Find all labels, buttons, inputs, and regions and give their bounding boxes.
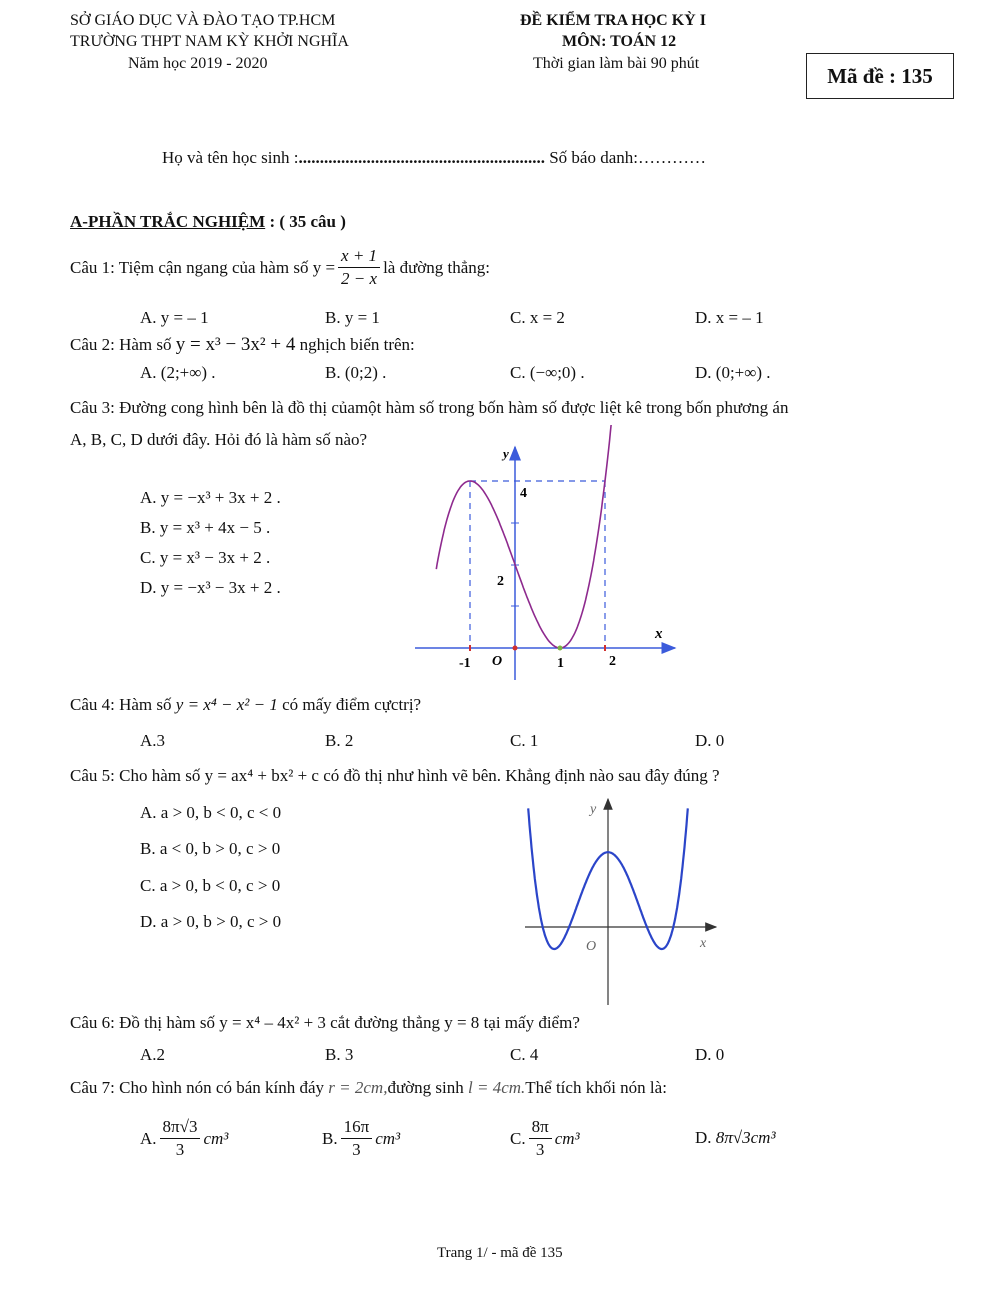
question-6 xyxy=(70,1013,580,1033)
q2-prefix: Câu 2: Hàm số xyxy=(70,335,172,354)
q5-prefix: Câu 5: Cho hàm số xyxy=(70,766,201,785)
q3-y-label: y xyxy=(503,446,509,461)
section-heading xyxy=(70,212,346,232)
q3-origin-label: O xyxy=(492,654,503,669)
q7-b-unit: cm³ xyxy=(375,1128,401,1148)
q3-tick-label-y2: 2 xyxy=(497,574,504,589)
q3-origin-dot xyxy=(513,646,518,651)
q6-prefix: Câu 6: Đồ thị hàm số xyxy=(70,1013,215,1032)
department-name: SỞ GIÁO DỤC VÀ ĐÀO TẠO TP.HCM xyxy=(70,12,336,29)
q1-prefix: Câu 1: Tiệm cận ngang của hàm số y = xyxy=(70,257,336,277)
duration: Thời gian làm bài 90 phút xyxy=(533,55,700,72)
q5-y-label: y xyxy=(590,802,597,817)
q2-option-b[interactable]: B. (0;2) . xyxy=(325,363,387,382)
question-7 xyxy=(70,1078,667,1098)
q2-function: y = x³ − 3x² + 4 xyxy=(175,334,296,355)
q6-suffix: tại mấy điểm? xyxy=(483,1013,580,1032)
q3-root-dot xyxy=(558,646,563,651)
exam-title: ĐỀ KIỂM TRA HỌC KỲ I xyxy=(520,12,706,29)
q6-option-a[interactable]: A.2 xyxy=(140,1045,166,1064)
question-4 xyxy=(70,695,421,715)
q6-mid: cắt đường thẳng xyxy=(330,1013,440,1032)
student-line xyxy=(162,148,706,168)
q5-option-c[interactable]: C. a > 0, b < 0, c > 0 xyxy=(140,876,281,895)
q7-b-num: 16π xyxy=(341,1116,373,1139)
q4-option-b[interactable]: B. 2 xyxy=(325,731,354,750)
name-dots: .......................................................... xyxy=(298,148,545,167)
q7-a-letter: A. xyxy=(140,1128,157,1148)
q5-option-d[interactable]: D. a > 0, b > 0, c > 0 xyxy=(140,912,282,931)
q3-tick-label-neg1: -1 xyxy=(459,656,471,671)
q4-prefix: Câu 4: Hàm số xyxy=(70,695,172,714)
section-count: : ( 35 câu ) xyxy=(265,212,346,231)
q4-option-c[interactable]: C. 1 xyxy=(510,731,539,750)
q7-a-unit: cm³ xyxy=(203,1128,229,1148)
q3-graph xyxy=(415,425,685,685)
q3-x-label: x xyxy=(655,626,663,642)
q7-prefix: Câu 7: Cho hình nón có bán kính đáy xyxy=(70,1078,325,1097)
q7-slant: l = 4cm. xyxy=(468,1078,526,1097)
q7-c-den: 3 xyxy=(535,1140,545,1159)
q5-function: y = ax⁴ + bx² + c xyxy=(204,766,319,785)
q7-c-unit: cm³ xyxy=(554,1128,580,1148)
q4-function: y = x⁴ − x² − 1 xyxy=(175,695,278,714)
q7-option-b[interactable] xyxy=(322,1116,400,1161)
q7-b-den: 3 xyxy=(352,1140,361,1159)
q7-a-fraction xyxy=(160,1116,201,1161)
school-name: TRƯỜNG THPT NAM KỲ KHỞI NGHĨA xyxy=(70,33,349,50)
question-1 xyxy=(70,245,490,290)
q3-line-1: Câu 3: Đường cong hình bên là đồ thị củamột hàm số trong bốn hàm số được liệt kê trong bốn phương án xyxy=(70,398,789,417)
q3-tick-label-1: 1 xyxy=(557,656,564,671)
q3-curve xyxy=(436,425,611,648)
q2-option-d[interactable]: D. (0;+∞) . xyxy=(695,363,771,382)
q3-option-c[interactable]: C. y = x³ − 3x + 2 . xyxy=(140,548,271,567)
q6-option-b[interactable]: B. 3 xyxy=(325,1045,354,1064)
q6-option-c[interactable]: C. 4 xyxy=(510,1045,539,1064)
name-label: Họ và tên học sinh : xyxy=(162,148,299,167)
q7-c-num: 8π xyxy=(529,1116,552,1139)
q5-suffix: có đồ thị như hình vẽ bên. Khẳng định nào sau đây đúng ? xyxy=(323,766,720,785)
section-title: A-PHẦN TRẮC NGHIỆM xyxy=(70,212,266,231)
exam-code-box: Mã đề : 135 xyxy=(806,53,954,99)
q3-tick-label-y4: 4 xyxy=(520,486,527,501)
q7-a-num: 8π√3 xyxy=(160,1116,201,1139)
student-id-label: Số báo danh:………… xyxy=(549,148,706,167)
q7-radius: r = 2cm, xyxy=(328,1078,388,1097)
q5-origin-label: O xyxy=(586,939,597,954)
q3-option-b[interactable]: B. y = x³ + 4x − 5 . xyxy=(140,518,271,537)
q3-tick-label-2: 2 xyxy=(609,654,616,669)
q7-b-letter: B. xyxy=(322,1128,338,1148)
q1-option-a[interactable]: A. y = – 1 xyxy=(140,308,209,327)
q5-graph xyxy=(520,795,720,1007)
q7-c-letter: C. xyxy=(510,1128,526,1148)
q6-line: y = 8 xyxy=(444,1013,480,1032)
question-2 xyxy=(70,334,415,356)
q3-option-a[interactable]: A. y = −x³ + 3x + 2 . xyxy=(140,488,281,507)
q3-line-2: A, B, C, D dưới đây. Hỏi đó là hàm số nào? xyxy=(70,430,368,449)
q2-suffix: nghịch biến trên: xyxy=(299,335,415,354)
q4-option-d[interactable]: D. 0 xyxy=(695,731,725,750)
q3-option-d[interactable]: D. y = −x³ − 3x + 2 . xyxy=(140,578,281,597)
q7-option-a[interactable] xyxy=(140,1116,228,1161)
q1-numerator: x + 1 xyxy=(338,245,380,268)
q1-fraction xyxy=(338,245,380,290)
q4-option-a[interactable]: A.3 xyxy=(140,731,166,750)
q5-x-label: x xyxy=(700,936,707,951)
q7-suffix: Thể tích khối nón là: xyxy=(525,1078,667,1097)
q6-function: y = x⁴ – 4x² + 3 xyxy=(219,1013,326,1032)
q7-c-fraction xyxy=(529,1116,552,1161)
page-footer: Trang 1/ - mã đề 135 xyxy=(437,1245,563,1261)
q2-option-c[interactable]: C. (−∞;0) . xyxy=(510,363,585,382)
subject: MÔN: TOÁN 12 xyxy=(562,33,677,50)
q2-option-a[interactable]: A. (2;+∞) . xyxy=(140,363,216,382)
q7-option-c[interactable] xyxy=(510,1116,580,1161)
q7-option-d[interactable] xyxy=(695,1128,776,1148)
q7-a-den: 3 xyxy=(175,1140,185,1159)
q6-option-d[interactable]: D. 0 xyxy=(695,1045,725,1064)
q1-suffix: là đường thẳng: xyxy=(383,257,491,277)
q7-d-letter: D. xyxy=(695,1128,712,1147)
school-year: Năm học 2019 - 2020 xyxy=(128,55,268,72)
q5-option-a[interactable]: A. a > 0, b < 0, c < 0 xyxy=(140,803,282,822)
q4-suffix: có mấy điểm cựctrị? xyxy=(282,695,422,714)
question-5 xyxy=(70,766,720,786)
q1-denominator: 2 − x xyxy=(341,269,378,288)
q1-option-d[interactable]: D. x = – 1 xyxy=(695,308,764,327)
q5-option-b[interactable]: B. a < 0, b > 0, c > 0 xyxy=(140,839,281,858)
q1-option-b[interactable]: B. y = 1 xyxy=(325,308,380,327)
q7-d-expr: 8π√3cm³ xyxy=(715,1128,776,1147)
q7-b-fraction xyxy=(341,1116,373,1161)
q1-option-c[interactable]: C. x = 2 xyxy=(510,308,565,327)
q7-mid: đường sinh xyxy=(387,1078,464,1097)
